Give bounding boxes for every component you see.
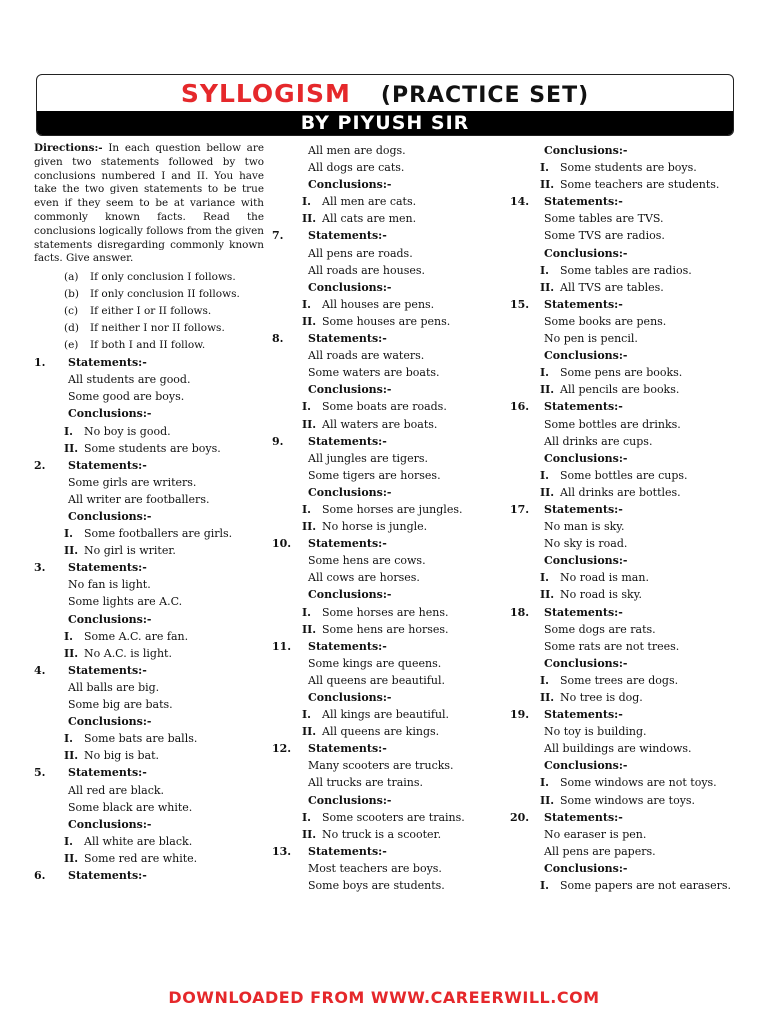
statement-line: All buildings are windows. [544, 742, 692, 756]
question-number: 11. [272, 639, 292, 653]
conclusion-text: All cats are men. [322, 212, 417, 226]
question-header [34, 764, 264, 781]
statement-line: Some kings are queens. [308, 656, 442, 670]
conclusion-text: All queens are kings. [322, 725, 440, 739]
question-number: 13. [272, 844, 292, 858]
statement-line: No fan is light. [68, 578, 151, 592]
conclusions-label: Conclusions:- [544, 451, 628, 465]
conclusions-label: Conclusions:- [68, 510, 152, 524]
conclusion-text: Some students are boys. [560, 161, 697, 175]
statement-line: Some waters are boats. [308, 366, 440, 380]
statement-line: All roads are waters. [308, 349, 425, 363]
statements-label: Statements:- [308, 742, 387, 756]
statements-label: Statements:- [308, 229, 387, 243]
conclusion-text: All houses are pens. [322, 297, 435, 311]
statements-label: Statements:- [308, 639, 387, 653]
statements-label: Statements:- [308, 844, 387, 858]
question-number: 9. [272, 434, 284, 448]
roman-numeral: I. [540, 161, 549, 175]
option-text: If only conclusion I follows. [90, 271, 236, 284]
conclusion-line [34, 747, 264, 764]
conclusion-text: No boy is good. [84, 424, 171, 438]
statements-label: Statements:- [68, 458, 147, 472]
conclusion-line [272, 826, 497, 843]
conclusions-label: Conclusions:- [68, 715, 152, 729]
statement-line: All roads are houses. [308, 263, 426, 277]
option-text: If either I or II follows. [90, 305, 212, 318]
conclusion-text: All pencils are books. [560, 383, 680, 397]
roman-numeral: II. [302, 417, 317, 431]
statement-line: All pens are papers. [544, 844, 656, 858]
conclusion-line [272, 313, 497, 330]
conclusions-label: Conclusions:- [308, 793, 392, 807]
statement-line: Some lights are A.C. [68, 595, 183, 609]
statement-line: All jungles are tigers. [308, 451, 428, 465]
conclusion-text: Some tables are radios. [560, 263, 692, 277]
roman-numeral: I. [302, 502, 311, 516]
question-header [272, 843, 497, 860]
roman-numeral: I. [302, 400, 311, 414]
roman-numeral: I. [64, 527, 73, 541]
conclusion-line [272, 809, 497, 826]
roman-numeral: I. [64, 424, 73, 438]
conclusion-line [272, 604, 497, 621]
conclusion-line [510, 792, 740, 809]
question-header [34, 354, 264, 371]
statements-label: Statements:- [68, 561, 147, 575]
answer-option [34, 269, 264, 286]
conclusions-label: Conclusions:- [68, 817, 152, 831]
conclusions-label: Conclusions:- [308, 383, 392, 397]
option-letter: (d) [64, 322, 79, 335]
conclusion-line [510, 381, 740, 398]
statement-line: Most teachers are boys. [308, 861, 442, 875]
conclusion-text: Some boats are roads. [322, 400, 447, 414]
conclusion-text: All white are black. [84, 834, 193, 848]
roman-numeral: I. [64, 629, 73, 643]
roman-numeral: I. [302, 708, 311, 722]
conclusion-line [34, 423, 264, 440]
conclusion-line [34, 542, 264, 559]
roman-numeral: I. [302, 605, 311, 619]
statement-line: Some big are bats. [68, 698, 173, 712]
question-number: 1. [34, 356, 46, 370]
column-1 [34, 142, 264, 884]
conclusion-line [510, 689, 740, 706]
statement-line: No earaser is pen. [544, 827, 647, 841]
answer-option [34, 320, 264, 337]
statement-line: No man is sky. [544, 520, 625, 534]
statements-label: Statements:- [68, 868, 147, 882]
conclusion-text: Some students are boys. [84, 441, 221, 455]
conclusion-line [34, 440, 264, 457]
conclusion-text: Some hens are horses. [322, 622, 449, 636]
conclusions-label: Conclusions:- [544, 349, 628, 363]
statement-line: All trucks are trains. [308, 776, 424, 790]
conclusion-text: Some teachers are students. [560, 178, 720, 192]
conclusion-text: All men are cats. [322, 195, 417, 209]
conclusion-line [272, 621, 497, 638]
question-number: 2. [34, 458, 46, 472]
download-footer: DOWNLOADED FROM WWW.CAREERWILL.COM [168, 988, 600, 1007]
statement-line: No sky is road. [544, 537, 628, 551]
question-header [272, 740, 497, 757]
question-header [510, 706, 740, 723]
statement-line: Some tables are TVS. [544, 212, 664, 226]
conclusion-line [272, 193, 497, 210]
conclusion-line [272, 296, 497, 313]
roman-numeral: I. [540, 879, 549, 893]
roman-numeral: II. [302, 520, 317, 534]
conclusion-line [510, 672, 740, 689]
conclusion-text: Some horses are jungles. [322, 502, 463, 516]
conclusion-text: Some horses are hens. [322, 605, 449, 619]
statement-line: Some dogs are rats. [544, 622, 656, 636]
statement-line: No toy is building. [544, 725, 647, 739]
statement-line: Some hens are cows. [308, 554, 426, 568]
conclusion-text: Some scooters are trains. [322, 810, 465, 824]
conclusions-label: Conclusions:- [308, 280, 392, 294]
statement-line: Some rats are not trees. [544, 639, 680, 653]
roman-numeral: I. [540, 776, 549, 790]
roman-numeral: II. [302, 622, 317, 636]
conclusion-line [510, 467, 740, 484]
conclusion-line [34, 525, 264, 542]
conclusion-line [510, 176, 740, 193]
conclusion-line [272, 416, 497, 433]
option-text: If neither I nor II follows. [90, 322, 225, 335]
question-header [34, 457, 264, 474]
conclusion-text: No horse is jungle. [322, 520, 428, 534]
option-letter: (b) [64, 288, 79, 301]
conclusion-text: Some windows are not toys. [560, 776, 717, 790]
conclusion-text: No A.C. is light. [84, 646, 172, 660]
statement-line: All men are dogs. [308, 144, 406, 157]
question-number: 17. [510, 502, 530, 516]
answer-option [34, 337, 264, 354]
conclusion-line [272, 398, 497, 415]
question-number: 10. [272, 537, 292, 551]
question-header [34, 559, 264, 576]
roman-numeral: II. [540, 280, 555, 294]
conclusion-text: Some bottles are cups. [560, 468, 688, 482]
statement-line: Some TVS are radios. [544, 229, 665, 243]
statement-line: Many scooters are trucks. [308, 759, 454, 773]
conclusions-label: Conclusions:- [68, 407, 152, 421]
statement-line: All cows are horses. [308, 571, 420, 585]
roman-numeral: II. [64, 749, 79, 763]
statements-label: Statements:- [68, 766, 147, 780]
conclusion-line [510, 586, 740, 603]
statement-line: Some black are white. [68, 800, 193, 814]
question-header [510, 604, 740, 621]
conclusion-line [510, 262, 740, 279]
conclusions-label: Conclusions:- [308, 691, 392, 704]
statements-label: Statements:- [68, 663, 147, 677]
roman-numeral: I. [302, 297, 311, 311]
conclusion-line [34, 833, 264, 850]
conclusions-label: Conclusions:- [308, 485, 392, 499]
conclusions-label: Conclusions:- [544, 554, 628, 568]
conclusion-text: Some red are white. [84, 851, 198, 865]
statement-line: No pen is pencil. [544, 332, 638, 346]
conclusion-line [272, 518, 497, 535]
question-header [272, 433, 497, 450]
conclusion-line [34, 645, 264, 662]
question-number: 3. [34, 561, 46, 575]
column-3 [510, 142, 740, 894]
statements-label: Statements:- [544, 502, 623, 516]
conclusion-line [510, 279, 740, 296]
statement-line: All students are good. [68, 373, 191, 387]
statement-line: All balls are big. [68, 680, 160, 694]
conclusion-line [34, 730, 264, 747]
title-row [37, 75, 733, 111]
statement-line: All writer are footballers. [68, 492, 210, 506]
option-letter: (a) [64, 271, 79, 284]
question-header [272, 638, 497, 655]
roman-numeral: II. [302, 827, 317, 841]
roman-numeral: II. [540, 178, 555, 192]
question-number: 18. [510, 605, 530, 619]
statements-label: Statements:- [308, 332, 387, 346]
conclusion-line [272, 723, 497, 740]
page-subtitle: (PRACTICE SET) [380, 83, 590, 108]
question-number: 14. [510, 195, 530, 209]
roman-numeral: II. [540, 793, 555, 807]
author-bar: BY PIYUSH SIR [37, 111, 733, 135]
directions-paragraph [34, 142, 264, 266]
question-number: 7. [272, 229, 284, 243]
statement-line: All pens are roads. [308, 246, 413, 260]
option-letter: (e) [64, 339, 79, 352]
roman-numeral: II. [540, 691, 555, 704]
answer-option [34, 303, 264, 320]
conclusion-line [34, 628, 264, 645]
statement-line: Some books are pens. [544, 314, 667, 328]
conclusion-text: No tree is dog. [560, 691, 643, 704]
roman-numeral: II. [64, 646, 79, 660]
question-header [510, 501, 740, 518]
conclusion-line [510, 774, 740, 791]
statement-line: All red are black. [68, 783, 165, 797]
roman-numeral: II. [302, 314, 317, 328]
statement-line: All drinks are cups. [544, 434, 653, 448]
statements-label: Statements:- [544, 297, 623, 311]
column-2 [272, 142, 497, 894]
option-letter: (c) [64, 305, 79, 318]
statement-line: Some girls are writers. [68, 475, 197, 489]
conclusion-text: No girl is writer. [84, 544, 176, 558]
conclusion-text: No big is bat. [84, 749, 160, 763]
conclusion-text: No road is man. [560, 571, 649, 585]
question-number: 6. [34, 868, 46, 882]
directions-label: Directions:- [34, 142, 103, 154]
directions-text: In each question bellow are given two statements followed by two conclusions numbered I and II. You have take the two given statements to be true even if they seem to be at variance with commonly known facts. Read the conclusions logically follows from the given statements disregarding commonly known facts. Give answer. [34, 142, 264, 265]
conclusion-line [272, 501, 497, 518]
conclusion-line [34, 850, 264, 867]
roman-numeral: I. [540, 263, 549, 277]
question-number: 4. [34, 663, 46, 677]
conclusions-label: Conclusions:- [308, 178, 392, 192]
question-number: 8. [272, 332, 284, 346]
conclusion-text: All TVS are tables. [560, 280, 664, 294]
roman-numeral: I. [540, 468, 549, 482]
conclusion-line [510, 364, 740, 381]
roman-numeral: I. [302, 195, 311, 209]
answer-option [34, 286, 264, 303]
conclusions-label: Conclusions:- [544, 656, 628, 670]
conclusion-text: No road is sky. [560, 588, 642, 602]
conclusion-line [510, 877, 740, 894]
statement-line: Some bottles are drinks. [544, 417, 681, 431]
statements-label: Statements:- [544, 810, 623, 824]
question-header [510, 398, 740, 415]
roman-numeral: II. [64, 441, 79, 455]
conclusion-text: Some houses are pens. [322, 314, 451, 328]
option-text: If both I and II follow. [90, 339, 206, 352]
conclusion-text: No truck is a scooter. [322, 827, 442, 841]
question-number: 19. [510, 708, 530, 722]
page-title: SYLLOGISM [180, 79, 351, 108]
conclusion-line [510, 484, 740, 501]
conclusions-label: Conclusions:- [544, 759, 628, 773]
conclusion-text: Some trees are dogs. [560, 673, 679, 687]
conclusion-text: Some footballers are girls. [84, 527, 233, 541]
question-number: 16. [510, 400, 530, 414]
conclusions-label: Conclusions:- [68, 612, 152, 626]
roman-numeral: I. [302, 810, 311, 824]
roman-numeral: II. [302, 725, 317, 739]
statements-label: Statements:- [68, 356, 147, 370]
question-header [272, 227, 497, 244]
conclusion-text: Some windows are toys. [560, 793, 696, 807]
conclusions-label: Conclusions:- [544, 861, 628, 875]
statements-label: Statements:- [544, 400, 623, 414]
title-banner [36, 74, 734, 136]
statements-label: Statements:- [544, 195, 623, 209]
question-number: 20. [510, 810, 530, 824]
question-header [510, 193, 740, 210]
option-text: If only conclusion II follows. [90, 288, 240, 301]
statements-label: Statements:- [308, 434, 387, 448]
statements-label: Statements:- [544, 605, 623, 619]
conclusion-line [272, 210, 497, 227]
roman-numeral: II. [302, 212, 317, 226]
statement-line: Some tigers are horses. [308, 468, 441, 482]
statement-line: Some boys are students. [308, 879, 445, 893]
roman-numeral: I. [64, 732, 73, 746]
conclusion-line [510, 159, 740, 176]
question-header [510, 809, 740, 826]
roman-numeral: II. [540, 485, 555, 499]
conclusion-text: Some pens are books. [560, 366, 683, 380]
conclusions-label: Conclusions:- [308, 588, 392, 602]
statement-line: All queens are beautiful. [308, 673, 445, 687]
question-number: 12. [272, 742, 292, 756]
conclusion-line [510, 569, 740, 586]
conclusion-text: Some bats are balls. [84, 732, 198, 746]
conclusion-text: All drinks are bottles. [560, 485, 681, 499]
conclusion-text: All kings are beautiful. [322, 708, 450, 722]
conclusion-text: Some A.C. are fan. [84, 629, 189, 643]
question-header [272, 330, 497, 347]
conclusions-label: Conclusions:- [544, 144, 628, 157]
question-number: 15. [510, 297, 530, 311]
conclusion-text: Some papers are not earasers. [560, 879, 732, 893]
statement-line: All dogs are cats. [308, 161, 405, 175]
answer-options [34, 269, 264, 354]
roman-numeral: I. [540, 673, 549, 687]
roman-numeral: II. [64, 544, 79, 558]
roman-numeral: II. [540, 383, 555, 397]
question-header [272, 535, 497, 552]
roman-numeral: II. [64, 851, 79, 865]
roman-numeral: II. [540, 588, 555, 602]
conclusion-text: All waters are boats. [322, 417, 438, 431]
question-header [510, 296, 740, 313]
statements-label: Statements:- [544, 708, 623, 722]
roman-numeral: I. [540, 366, 549, 380]
statement-line: Some good are boys. [68, 390, 185, 404]
question-header [34, 662, 264, 679]
conclusions-label: Conclusions:- [544, 246, 628, 260]
question-header [34, 867, 264, 884]
statements-label: Statements:- [308, 537, 387, 551]
roman-numeral: I. [64, 834, 73, 848]
roman-numeral: I. [540, 571, 549, 585]
conclusion-line [272, 706, 497, 723]
question-number: 5. [34, 766, 46, 780]
